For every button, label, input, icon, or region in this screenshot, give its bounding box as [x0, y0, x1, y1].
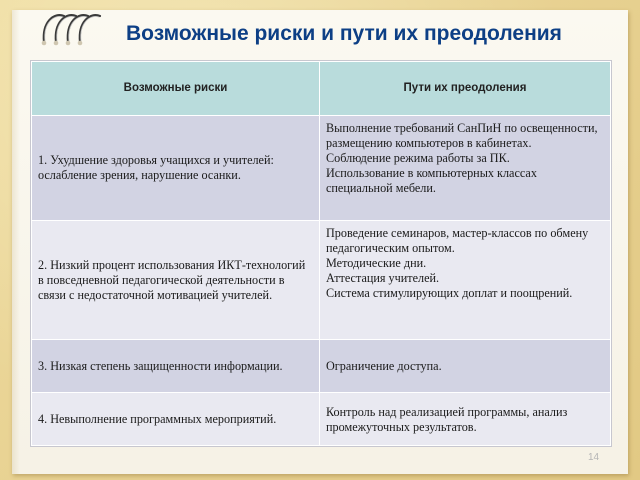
solution-line: Использование в компьютерных классах специальной мебели. [326, 166, 537, 195]
solution-line: Методические дни. [326, 256, 427, 270]
header-risks: Возможные риски [32, 62, 320, 115]
notebook-rings-icon [34, 8, 114, 48]
solution-line: Ограничение доступа. [326, 358, 442, 373]
risk-text: 4. Невыполнение программных мероприятий. [38, 411, 277, 426]
risk-cell [32, 340, 320, 392]
table-row [32, 221, 610, 340]
page-number: 14 [588, 452, 600, 463]
risk-text: 2. Низкий процент использования ИКТ-технологий в повседневной педагогической деятельности в связи с недостаточной мотивацией учителей. [38, 257, 306, 302]
risk-cell [32, 116, 320, 220]
header-solutions: Пути их преодоления [403, 82, 527, 94]
risk-text: 1. Ухудшение здоровья учащихся и учителей: ослабление зрения, нарушение осанки. [38, 153, 274, 182]
risk-cell [32, 221, 320, 339]
table-row [32, 340, 610, 393]
solution-cell [320, 340, 610, 392]
solution-line: Выполнение требований СанПиН по освещенности, размещению компьютеров в кабинетах. [326, 121, 598, 150]
risk-text: 3. Низкая степень защищенности информации. [38, 358, 283, 373]
solution-cell [320, 116, 610, 220]
solution-cell [320, 393, 610, 445]
solution-line: Аттестация учителей. [326, 271, 440, 285]
table-row [32, 116, 610, 221]
table-header-row [32, 62, 610, 116]
solution-line: Соблюдение режима работы за ПК. [326, 151, 510, 165]
risk-cell [32, 393, 320, 445]
table-row [32, 393, 610, 445]
solution-line: Система стимулирующих доплат и поощрений. [326, 286, 573, 300]
solution-cell [320, 221, 610, 339]
solution-line: Проведение семинаров, мастер-классов по обмену педагогическим опытом. [326, 226, 589, 255]
risks-table [31, 61, 611, 446]
solution-line: Контроль над реализацией программы, анализ промежуточных результатов. [326, 405, 568, 434]
page-title: Возможные риски и пути их преодоления [126, 22, 562, 45]
